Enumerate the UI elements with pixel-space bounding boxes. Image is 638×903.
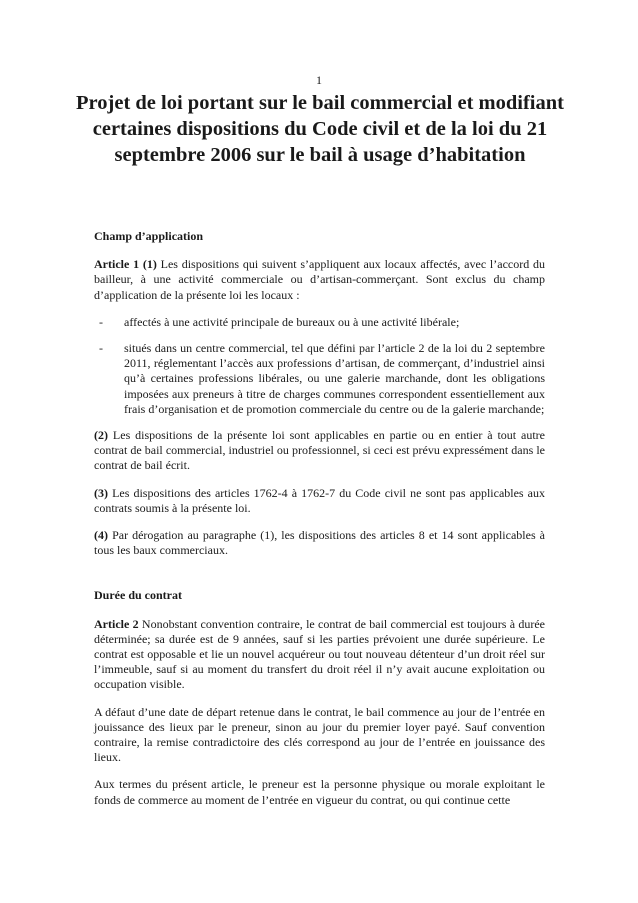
- paragraph-2-text: Les dispositions de la présente loi sont applicables en partie ou en entier à tout autre contrat de bail commercial, industriel ou professionnel, si ceci est prévu expressément dans le contrat de bail écrit.: [94, 428, 546, 473]
- paragraph-4: [94, 528, 545, 558]
- paragraph-termes: Aux termes du présent article, le preneur est la personne physique ou morale exploitant le fonds de commerce au moment de l’entrée en vigueur du contrat, ou qui continue cette: [94, 777, 545, 807]
- paragraph-defaut: A défaut d’une date de départ retenue dans le contrat, le bail commence au jour de l’entrée en jouissance des lieux par le preneur, sinon au jour du premier loyer payé. Sauf convention contraire, la remise contradictoire des clés correspond au jour de l’entrée en jouissance des lieux.: [94, 704, 545, 765]
- list-item-text: situés dans un centre commercial, tel que défini par l’article 2 de la loi du 2 septembre 2011, réglementant l’accès aux professions d’artisan, de commerçant, d’industriel ainsi qu’à certaines professions libérales, ou une galerie marchande, dont les obligations imposées aux preneurs à titre de charges communes correspondent essentiellement aux frais d’organisation et de promotion commerciale du centre ou de la galerie marchande;: [124, 341, 545, 416]
- list-item: [94, 341, 545, 417]
- paragraph-3: [94, 486, 545, 516]
- list-item-text: affectés à une activité principale de bureaux ou à une activité libérale;: [124, 314, 460, 329]
- paragraph-2-label: (2): [94, 428, 108, 443]
- document-title: Projet de loi portant sur le bail commercial et modifiant certaines dispositions du Code civil et de la loi du 21 septembre 2006 sur le bail à usage d’habitation: [76, 92, 564, 166]
- page-number: 1: [316, 73, 322, 87]
- article-1-paragraph: [94, 257, 545, 303]
- article-2-label: Article 2: [94, 616, 139, 631]
- article-1-text: Les dispositions qui suivent s’appliquent aux locaux affectés, avec l’accord du bailleur, à une activité commerciale ou d’artisan-commerçant. Sont exclus du champ d’application de la présente loi les locaux :: [94, 257, 545, 302]
- exclusion-list: [94, 315, 545, 417]
- paragraph-4-text: Par dérogation au paragraphe (1), les dispositions des articles 8 et 14 sont applicables à tous les baux commerciaux.: [94, 528, 546, 558]
- article-2-text: Nonobstant convention contraire, le contrat de bail commercial est toujours à durée déterminée; sa durée est de 9 années, sauf si les parties prévoient une durée supérieure. Le contrat est opposable et lie un nouvel acquéreur ou tout nouveau détenteur d’un droit réel sur l’immeuble, sauf si au moment du transfert du droit réel il n’y avait aucune exploitation ou occupation visible.: [94, 616, 545, 692]
- paragraph-3-text: Les dispositions des articles 1762-4 à 1762-7 du Code civil ne sont pas applicables aux contrats soumis à la présente loi.: [94, 485, 546, 515]
- list-item: [94, 315, 545, 330]
- dash-bullet-icon: -: [99, 314, 103, 329]
- paragraph-3-label: (3): [94, 485, 108, 500]
- paragraph-2: [94, 428, 545, 474]
- dash-bullet-icon: -: [99, 341, 103, 356]
- document-body: [94, 229, 545, 820]
- section-heading-duree: Durée du contrat: [94, 588, 182, 603]
- article-2-paragraph: [94, 617, 545, 693]
- paragraph-4-label: (4): [94, 528, 108, 543]
- section-spacer: [94, 570, 545, 588]
- article-1-label: Article 1 (1): [94, 257, 157, 272]
- section-heading-champ: Champ d’application: [94, 229, 204, 243]
